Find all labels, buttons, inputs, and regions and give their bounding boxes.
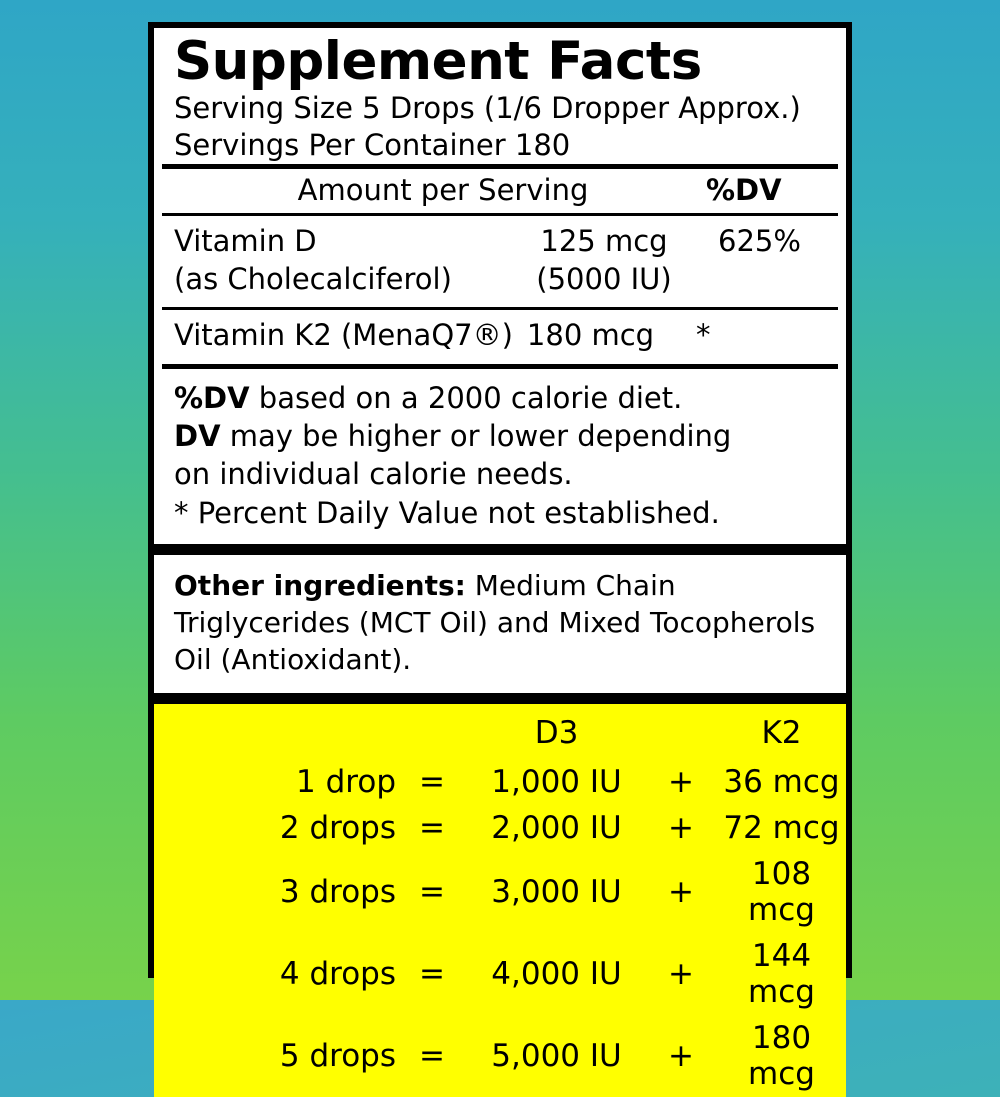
servings-per-container-text: Servings Per Container 180	[174, 127, 571, 162]
dose-header-plus	[645, 714, 717, 759]
footnotes	[154, 369, 846, 544]
nutrient-name-line1: Vitamin D	[174, 223, 317, 258]
supplement-facts-panel	[148, 22, 852, 1092]
dose-cell-equals: =	[419, 809, 445, 846]
dose-table-header-row	[154, 714, 846, 759]
footnote-line-1	[174, 379, 832, 417]
table-row	[154, 933, 846, 1015]
dose-cell-plus: +	[668, 809, 694, 846]
table-row	[154, 805, 846, 851]
nutrient-amount	[504, 223, 704, 298]
footnote-line-2	[174, 417, 832, 455]
nutrient-daily-value: 625%	[718, 223, 801, 258]
divider-above-dose-table	[154, 693, 846, 704]
daily-value-header: %DV	[706, 172, 782, 207]
table-row	[154, 1015, 846, 1097]
nutrient-name-line2: (as Cholecalciferol)	[174, 261, 452, 296]
nutrient-amount-line2: (5000 IU)	[536, 261, 672, 296]
dose-cell-d3: 3,000 IU	[491, 873, 622, 910]
dose-cell-plus: +	[668, 1037, 694, 1074]
dose-cell-equals: =	[419, 763, 445, 800]
nutrient-amount-line1: 125 mcg	[540, 223, 668, 258]
dose-header-equals	[396, 714, 468, 759]
dose-cell-d3: 4,000 IU	[491, 955, 622, 992]
dose-cell-equals: =	[419, 873, 445, 910]
dose-cell-drops: 3 drops	[279, 873, 396, 910]
nutrient-daily-value: *	[696, 318, 711, 353]
dose-cell-equals: =	[419, 1037, 445, 1074]
footnote-line-4: * Percent Daily Value not established.	[174, 495, 720, 530]
footnote-dv2-rest: may be higher or lower depending	[220, 419, 732, 454]
dose-cell-plus: +	[668, 873, 694, 910]
nutrient-amount: 180 mcg	[526, 318, 655, 353]
dose-cell-equals: =	[419, 955, 445, 992]
dose-cell-plus: +	[668, 955, 694, 992]
dose-cell-k2: 144 mcg	[748, 937, 815, 1010]
amount-header-row	[154, 169, 846, 213]
divider-above-other-ingredients	[154, 544, 846, 555]
serving-size-text: Serving Size 5 Drops (1/6 Dropper Approx.)	[174, 90, 801, 125]
dose-cell-d3: 2,000 IU	[491, 809, 622, 846]
dose-header-drops	[154, 714, 396, 759]
dose-cell-k2: 72 mcg	[723, 809, 840, 846]
dose-header-d3: D3	[534, 714, 579, 751]
dose-cell-plus: +	[668, 763, 694, 800]
dose-header-k2: K2	[761, 714, 802, 751]
table-row	[154, 851, 846, 933]
dose-cell-drops: 2 drops	[279, 809, 396, 846]
dose-cell-k2: 36 mcg	[723, 763, 840, 800]
dose-cell-d3: 5,000 IU	[491, 1037, 622, 1074]
dose-cell-k2: 180 mcg	[748, 1019, 815, 1092]
nutrient-name: Vitamin K2 (MenaQ7®)	[174, 318, 513, 353]
dose-cell-d3: 1,000 IU	[491, 763, 622, 800]
dose-cell-drops: 4 drops	[279, 955, 396, 992]
other-ingredients-label: Other ingredients:	[174, 568, 466, 602]
dose-conversion-panel	[154, 704, 846, 1097]
footnote-dv2-bold: DV	[174, 419, 221, 454]
footnote-dv-rest: based on a 2000 calorie diet.	[249, 380, 683, 415]
other-ingredients-text: Medium Chain Triglycerides (MCT Oil) and Mixed Tocopherols Oil (Antioxidant).	[174, 568, 816, 677]
nutrient-name	[154, 223, 504, 298]
dose-cell-drops: 5 drops	[279, 1037, 396, 1074]
other-ingredients	[154, 555, 846, 693]
dose-cell-drops: 1 drop	[296, 763, 396, 800]
dose-conversion-table	[154, 714, 846, 1097]
page-title: Supplement Facts	[174, 31, 702, 92]
table-row	[154, 759, 846, 805]
footnote-dv-bold: %DV	[174, 380, 250, 415]
nutrient-row-vitamin-d	[154, 216, 846, 307]
amount-per-serving-header: Amount per Serving	[297, 172, 589, 207]
nutrient-row-vitamin-k2	[154, 310, 846, 364]
footnote-line-3: on individual calorie needs.	[174, 457, 573, 492]
dose-cell-k2: 108 mcg	[748, 855, 815, 928]
